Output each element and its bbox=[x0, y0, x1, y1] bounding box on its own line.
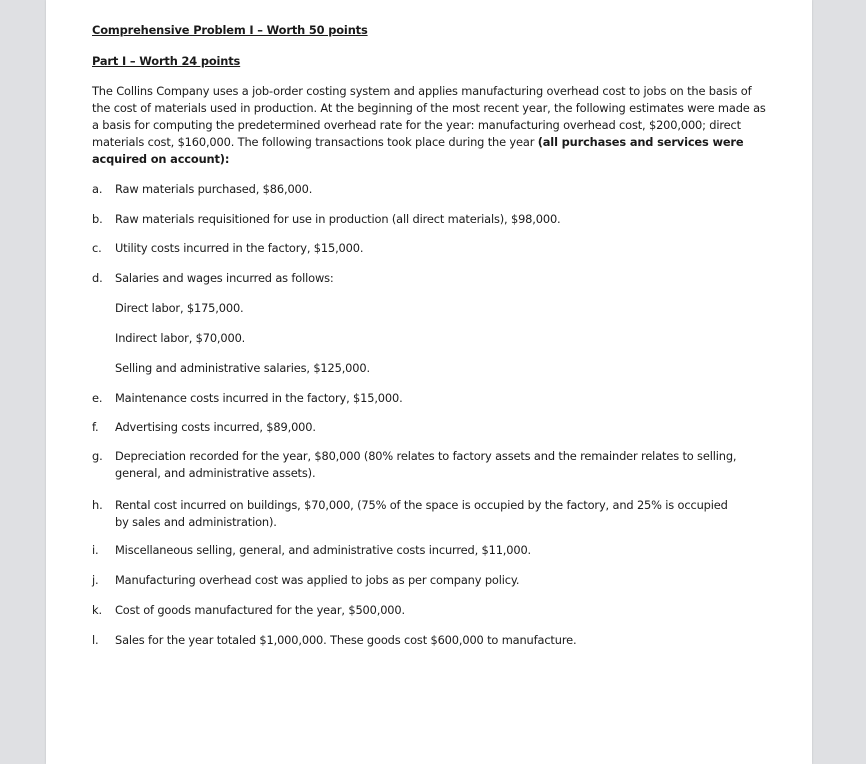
list-item bbox=[92, 602, 772, 619]
item-text: Depreciation recorded for the year, $80,000 (80% relates to factory assets and the remainder relates to selling, general, and administrative assets). bbox=[115, 449, 737, 480]
item-label: e. bbox=[92, 391, 103, 405]
sub-item: Indirect labor, $70,000. bbox=[115, 331, 246, 345]
item-label: h. bbox=[92, 498, 103, 512]
item-label: b. bbox=[92, 212, 103, 226]
item-label: d. bbox=[92, 271, 103, 285]
list-item bbox=[92, 181, 772, 198]
item-text: Sales for the year totaled $1,000,000. These goods cost $600,000 to manufacture. bbox=[115, 633, 577, 647]
intro-bold-text: (all purchases and services were acquired on account): bbox=[92, 135, 744, 166]
list-item bbox=[92, 632, 772, 649]
item-text: Raw materials purchased, $86,000. bbox=[115, 182, 313, 196]
item-text: Raw materials requisitioned for use in production (all direct materials), $98,000. bbox=[115, 212, 561, 226]
item-label: c. bbox=[92, 241, 102, 255]
list-item bbox=[92, 240, 772, 257]
list-item bbox=[92, 542, 772, 559]
intro-text: The Collins Company uses a job-order costing system and applies manufacturing overhead cost to jobs on the basis of the cost of materials used in production. At the beginning of the most recent year, the following estimates were made as a basis for computing the predetermined overhead rate for the year: manufacturing overhead cost, $200,000; direct materials cost, $160,000. The following transactions took place during the year bbox=[92, 84, 766, 149]
item-label: a. bbox=[92, 182, 103, 196]
list-item bbox=[92, 270, 772, 287]
intro-paragraph bbox=[92, 83, 772, 168]
document-title: Comprehensive Problem I – Worth 50 points bbox=[92, 23, 368, 37]
item-label: g. bbox=[92, 449, 103, 463]
list-item bbox=[92, 448, 772, 481]
item-text: Cost of goods manufactured for the year, $500,000. bbox=[115, 603, 405, 617]
item-label: f. bbox=[92, 420, 99, 434]
item-text: Rental cost incurred on buildings, $70,000, (75% of the space is occupied by the factory, and 25% is occupied by sales and administration). bbox=[115, 498, 728, 529]
sub-item: Selling and administrative salaries, $125,000. bbox=[115, 361, 370, 375]
item-text: Miscellaneous selling, general, and administrative costs incurred, $11,000. bbox=[115, 543, 532, 557]
sub-item: Direct labor, $175,000. bbox=[115, 301, 244, 315]
list-item bbox=[92, 497, 772, 530]
item-text: Advertising costs incurred, $89,000. bbox=[115, 420, 316, 434]
list-item bbox=[92, 211, 772, 228]
part-heading: Part I – Worth 24 points bbox=[92, 54, 241, 68]
item-label: i. bbox=[92, 543, 99, 557]
list-item bbox=[92, 390, 772, 407]
item-text: Manufacturing overhead cost was applied to jobs as per company policy. bbox=[115, 573, 520, 587]
list-item bbox=[92, 572, 772, 589]
item-text: Utility costs incurred in the factory, $15,000. bbox=[115, 241, 364, 255]
item-label: l. bbox=[92, 633, 99, 647]
item-label: j. bbox=[92, 573, 99, 587]
item-text: Maintenance costs incurred in the factory, $15,000. bbox=[115, 391, 403, 405]
document-page bbox=[46, 0, 812, 764]
item-text: Salaries and wages incurred as follows: bbox=[115, 271, 334, 285]
list-item bbox=[92, 419, 772, 436]
item-label: k. bbox=[92, 603, 102, 617]
